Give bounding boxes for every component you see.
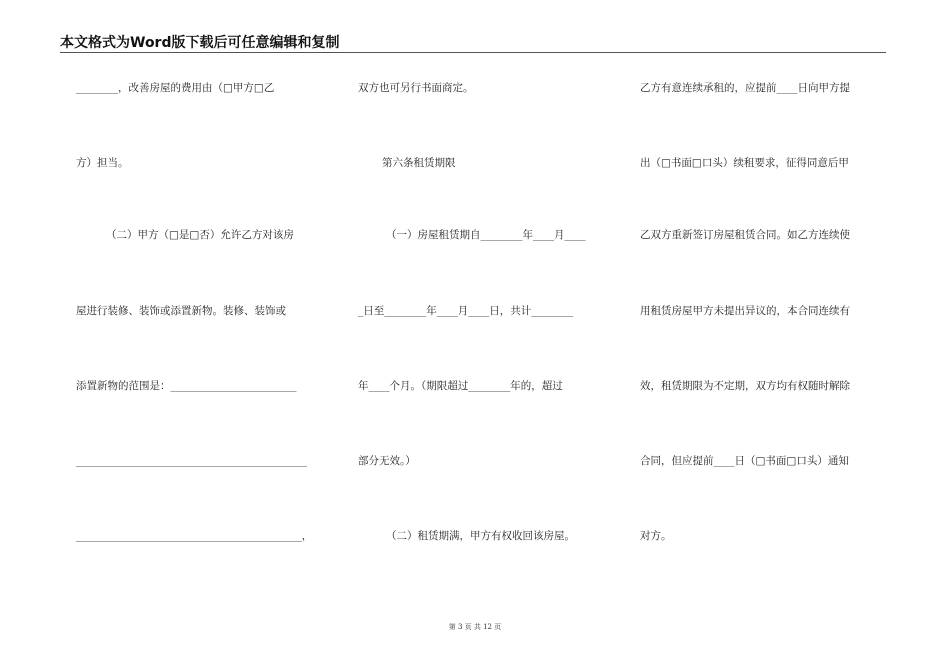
text-line: 出（□书面□口头）续租要求，征得同意后甲 [640,157,849,169]
header-divider [60,52,886,53]
text-line: 合同，但应提前____日（□书面□口头）通知 [640,455,849,467]
text-line: 双方也可另行书面商定。 [358,82,474,94]
text-line: 乙方有意连续承租的，应提前____日向甲方提 [640,82,850,94]
document-header-title: 本文格式为Word版下载后可任意编辑和复制 [60,35,340,51]
page-number-footer: 第 3 页 共 12 页 [448,623,502,631]
text-line: ____________________________________________ [76,455,307,467]
text-line: 方）担当。 [76,157,129,169]
text-line: 屋进行装修、装饰或添置新物。装修、装饰或 [76,305,286,317]
text-line: ___________________________________________， [76,530,313,542]
text-line: 用租赁房屋甲方未提出异议的，本合同连续有 [640,305,850,317]
text-line: ________，改善房屋的费用由（□甲方□乙 [76,82,275,94]
text-line: （二）甲方（□是□否）允许乙方对该房 [106,229,294,241]
text-line: 效，租赁期限为不定期，双方均有权随时解除 [640,380,850,392]
text-line: _日至________年____月____日，共计________ [358,305,574,317]
text-line: 添置新物的范围是：________________________ [76,380,297,392]
text-line: （二）租赁期满，甲方有权收回该房屋。 [386,530,575,542]
text-line: 对方。 [640,530,672,542]
text-line: 部分无效。） [358,455,416,467]
section-heading: 第六条租赁期限 [382,157,456,169]
text-line: （一）房屋租赁期自________年____月____ [386,229,586,241]
text-line: 年____个月。（期限超过________年的，超过 [358,380,563,392]
text-line: 乙双方重新签订房屋租赁合同。如乙方连续使 [640,229,850,241]
